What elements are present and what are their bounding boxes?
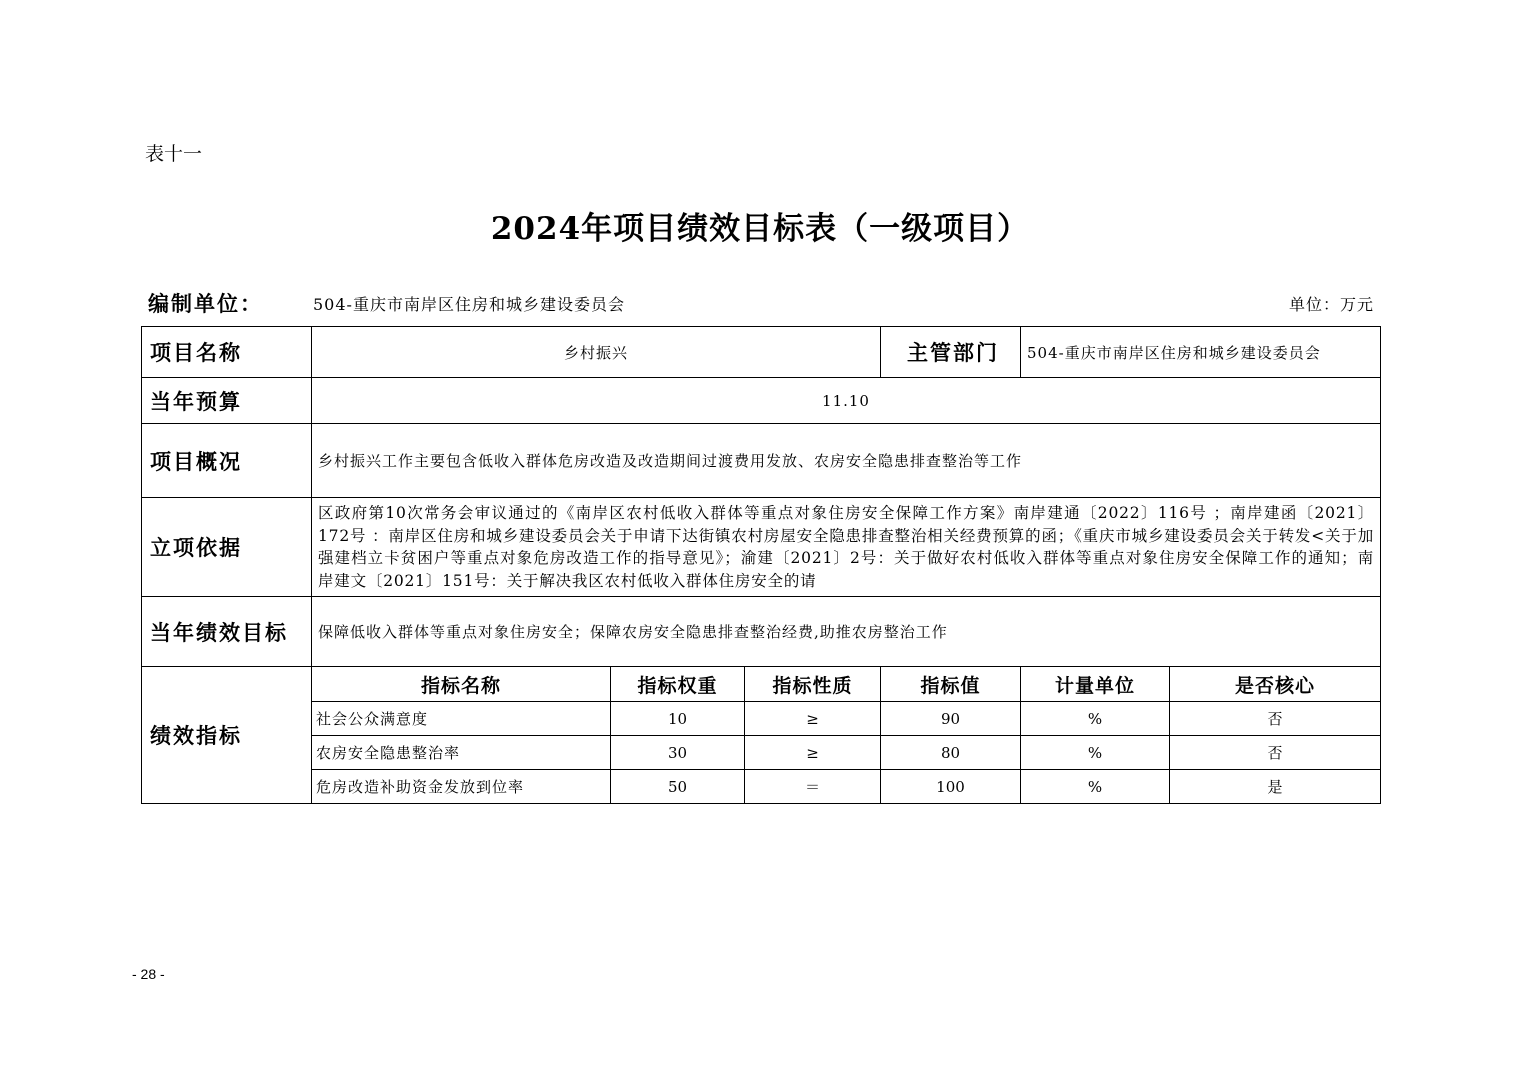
basis-label: 立项依据: [142, 498, 312, 597]
org-value: 504-重庆市南岸区住房和城乡建设委员会: [313, 295, 625, 314]
basis-value: 区政府第10次常务会审议通过的《南岸区农村低收入群体等重点对象住房安全保障工作方案》南岸建通〔2022〕116号 ；南岸建函〔2021〕172号 ：南岸区住房和城乡建设委员会关于申请下达街镇农村房屋安全隐患排查整治相关经费预算的函；《重庆市城乡建设委员会关于转发<关于加强建档立卡贫困户等重点对象危房改造工作的指导意见》；渝建〔2021〕2号：关于做好农村低收入群体等重点对象住房安全保障工作的通知；南岸建文〔2021〕151号：关于解决我区农村低收入群体住房安全的请: [312, 498, 1381, 597]
dept-label: 主管部门: [881, 327, 1021, 378]
org-label: 编制单位：: [148, 291, 263, 316]
row-goal: [142, 597, 1381, 667]
row-budget: [142, 378, 1381, 424]
goal-label: 当年绩效目标: [142, 597, 312, 667]
budget-value: 11.10: [312, 378, 1381, 424]
indicator-unit: %: [1021, 770, 1170, 804]
row-basis: [142, 498, 1381, 597]
indicator-nature: ＝: [745, 770, 881, 804]
performance-table: [141, 326, 1381, 804]
dept-value: 504-重庆市南岸区住房和城乡建设委员会: [1021, 327, 1381, 378]
indicator-value: 80: [881, 736, 1021, 770]
budget-label: 当年预算: [142, 378, 312, 424]
row-overview: [142, 424, 1381, 498]
header-indicator-core: 是否核心: [1170, 667, 1381, 702]
indicator-unit: %: [1021, 702, 1170, 736]
indicator-label: 绩效指标: [142, 667, 312, 804]
overview-value: 乡村振兴工作主要包含低收入群体危房改造及改造期间过渡费用发放、农房安全隐患排查整治等工作: [312, 424, 1381, 498]
indicator-nature: ≥: [745, 736, 881, 770]
indicator-name: 危房改造补助资金发放到位率: [312, 770, 611, 804]
table-label: 表十一: [145, 143, 203, 165]
indicator-header-row: [142, 667, 1381, 702]
overview-label: 项目概况: [142, 424, 312, 498]
page-number: - 28 -: [132, 966, 165, 982]
indicator-core: 是: [1170, 770, 1381, 804]
project-name-value: 乡村振兴: [312, 327, 881, 378]
indicator-nature: ≥: [745, 702, 881, 736]
header-indicator-nature: 指标性质: [745, 667, 881, 702]
indicator-value: 100: [881, 770, 1021, 804]
header-indicator-unit: 计量单位: [1021, 667, 1170, 702]
indicator-core: 否: [1170, 702, 1381, 736]
table-row: [142, 770, 1381, 804]
project-name-label: 项目名称: [142, 327, 312, 378]
unit-label: 单位：万元: [1288, 295, 1374, 314]
header-indicator-weight: 指标权重: [611, 667, 745, 702]
indicator-weight: 50: [611, 770, 745, 804]
table-row: [142, 736, 1381, 770]
indicator-weight: 10: [611, 702, 745, 736]
goal-value: 保障低收入群体等重点对象住房安全；保障农房安全隐患排查整治经费,助推农房整治工作: [312, 597, 1381, 667]
indicator-value: 90: [881, 702, 1021, 736]
row-project-name: [142, 327, 1381, 378]
page-title: 2024年项目绩效目标表（一级项目）: [490, 211, 1030, 247]
indicator-name: 农房安全隐患整治率: [312, 736, 611, 770]
table-row: [142, 702, 1381, 736]
indicator-weight: 30: [611, 736, 745, 770]
indicator-name: 社会公众满意度: [312, 702, 611, 736]
header-indicator-name: 指标名称: [312, 667, 611, 702]
indicator-core: 否: [1170, 736, 1381, 770]
indicator-unit: %: [1021, 736, 1170, 770]
header-indicator-value: 指标值: [881, 667, 1021, 702]
